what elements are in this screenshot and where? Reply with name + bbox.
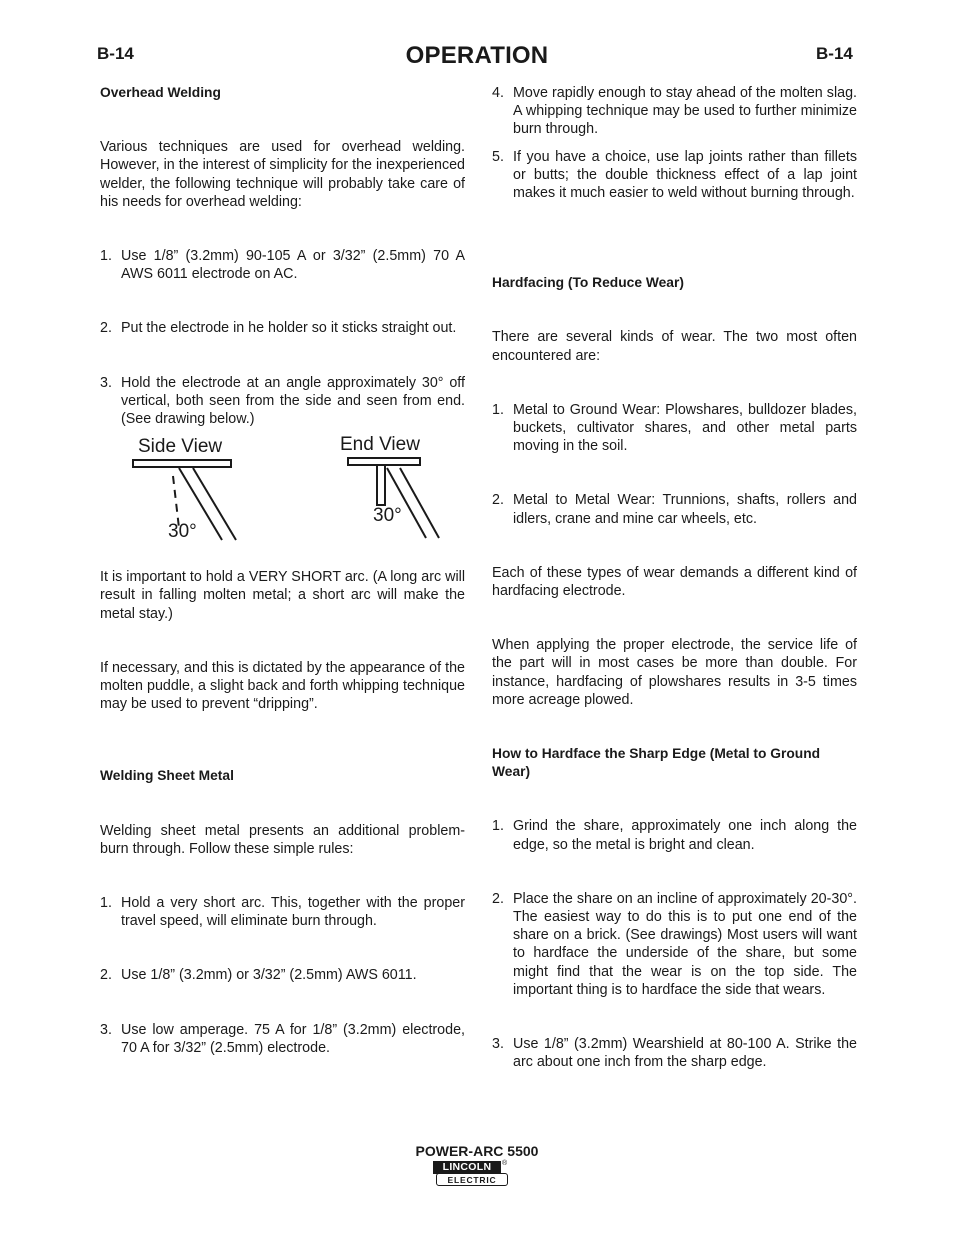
- step-text: Hold a very short arc. This, together with the proper travel speed, will eliminate burn through.: [121, 895, 465, 930]
- step-text: Move rapidly enough to stay ahead of the molten slag. A whipping technique may be used to further minimize burn through.: [513, 85, 857, 138]
- step-number: 3.: [492, 1036, 504, 1053]
- sheet-metal-step: [100, 1021, 465, 1057]
- step-text: Grind the share, approximately one inch along the edge, so the metal is bright and clean.: [513, 818, 857, 853]
- step-text: Use low amperage. 75 A for 1/8” (3.2mm) electrode, 70 A for 3/32” (2.5mm) electrode.: [121, 1021, 465, 1056]
- step-number: 3.: [100, 1021, 112, 1038]
- step-number: 2.: [492, 890, 504, 907]
- overhead-welding-heading: Overhead Welding: [100, 85, 221, 100]
- sheet-metal-heading: Welding Sheet Metal: [100, 768, 234, 784]
- electrode-angle-diagram: [100, 436, 465, 562]
- logo-top-text: LINCOLN: [433, 1161, 501, 1174]
- step-number: 1.: [492, 401, 504, 418]
- step-number: 1.: [100, 248, 112, 265]
- wear-electrode-paragraph: Each of these types of wear demands a different kind of hardfacing electrode.: [492, 564, 857, 600]
- step-number: 1.: [492, 818, 504, 835]
- hardfacing-intro-paragraph: There are several kinds of wear. The two most often encountered are:: [492, 329, 857, 364]
- side-angle-label: 30°: [168, 521, 197, 543]
- side-view-plate: [133, 460, 231, 467]
- step-text: Use 1/8” (3.2mm) Wearshield at 80-100 A. Strike the arc about one inch from the sharp edge.: [513, 1036, 857, 1071]
- end-angle-label: 30°: [373, 505, 402, 527]
- page-number-right: B-14: [816, 44, 853, 63]
- end-view-vertical-stub: [377, 465, 385, 505]
- sheet-metal-step: [100, 894, 465, 930]
- step-text: Use 1/8” (3.2mm) or 3/32” (2.5mm) AWS 6011.: [121, 967, 417, 984]
- step-number: 5.: [492, 148, 504, 165]
- step-number: 2.: [100, 320, 112, 337]
- short-arc-paragraph: It is important to hold a VERY SHORT arc. (A long arc will result in falling molten metal; a short arc will make the metal stay.): [100, 569, 465, 622]
- step-number: 2.: [492, 492, 504, 509]
- overhead-step: [100, 247, 465, 283]
- logo-bottom-text: ELECTRIC: [436, 1173, 508, 1186]
- wear-type-item: [492, 401, 857, 456]
- step-text: Metal to Ground Wear: Plowshares, bulldozer blades, buckets, cultivator shares, and other metal parts moving in the soil.: [513, 401, 857, 455]
- left-column: [100, 84, 465, 1057]
- wear-type-item: [492, 491, 857, 527]
- step-number: 1.: [100, 895, 112, 912]
- sharp-edge-heading: How to Hardface the Sharp Edge (Metal to Ground Wear): [492, 746, 821, 780]
- page-number-left: B-14: [97, 44, 134, 63]
- hardfacing-heading: Hardfacing (To Reduce Wear): [492, 275, 684, 291]
- end-view-plate: [348, 458, 420, 465]
- right-column: [492, 84, 857, 1072]
- step-text: If you have a choice, use lap joints rather than fillets or butts; the double thickness effect of a lap joint makes it much easier to weld without burning through.: [513, 148, 857, 202]
- step-text: Use 1/8” (3.2mm) 90-105 A or 3/32” (2.5mm) 70 A AWS 6011 electrode on AC.: [121, 248, 465, 283]
- step-text: Metal to Metal Wear: Trunnions, shafts, rollers and idlers, crane and mine car wheels, etc.: [513, 492, 857, 527]
- lincoln-electric-logo: [433, 1161, 511, 1189]
- service-life-paragraph: When applying the proper electrode, the service life of the part will in most cases be more than double. For instance, hardfacing of plowshares results in 3-5 times more acreage plowed.: [492, 637, 857, 708]
- step-text: Put the electrode in he holder so it sticks straight out.: [121, 320, 457, 337]
- footer-model-name: POWER-ARC 5500: [415, 1143, 539, 1159]
- step-number: 3.: [100, 374, 112, 391]
- sheet-metal-step: [100, 966, 465, 984]
- sharp-edge-step: [492, 1035, 857, 1071]
- overhead-intro-paragraph: Various techniques are used for overhead welding. However, in the interest of simplicity for the inexperienced welder, the following technique will probably take care of his needs for overhead welding:: [100, 139, 465, 210]
- step-number: 2.: [100, 967, 112, 984]
- sheet-metal-intro-paragraph: Welding sheet metal presents an additional problem- burn through. Follow these simple rules:: [100, 822, 465, 857]
- end-view-label: End View: [340, 434, 420, 456]
- sheet-metal-step: [492, 84, 857, 139]
- overhead-step: [100, 374, 465, 429]
- step-text: Place the share on an incline of approximately 20-30°. The easiest way to do this is to put one end of the share on a brick. (See drawings) Most users will want to hardface the underside of the share, but some might find that the wear is on the top side. The important thing is to hardface the side that wears.: [513, 890, 857, 998]
- sharp-edge-step: [492, 890, 857, 999]
- sharp-edge-step: [492, 817, 857, 853]
- logo-registered-mark: ®: [502, 1160, 508, 1167]
- overhead-step: [100, 319, 465, 337]
- step-text: Hold the electrode at an angle approximately 30° off vertical, both seen from the side and seen from end. (See drawing below.): [121, 374, 465, 428]
- whipping-paragraph: If necessary, and this is dictated by the appearance of the molten puddle, a slight back and forth whipping technique may be used to prevent “dripping”.: [100, 659, 465, 713]
- page-title: OPERATION: [405, 42, 549, 69]
- step-number: 4.: [492, 85, 504, 101]
- sheet-metal-step: [492, 148, 857, 203]
- side-view-label: Side View: [138, 436, 223, 458]
